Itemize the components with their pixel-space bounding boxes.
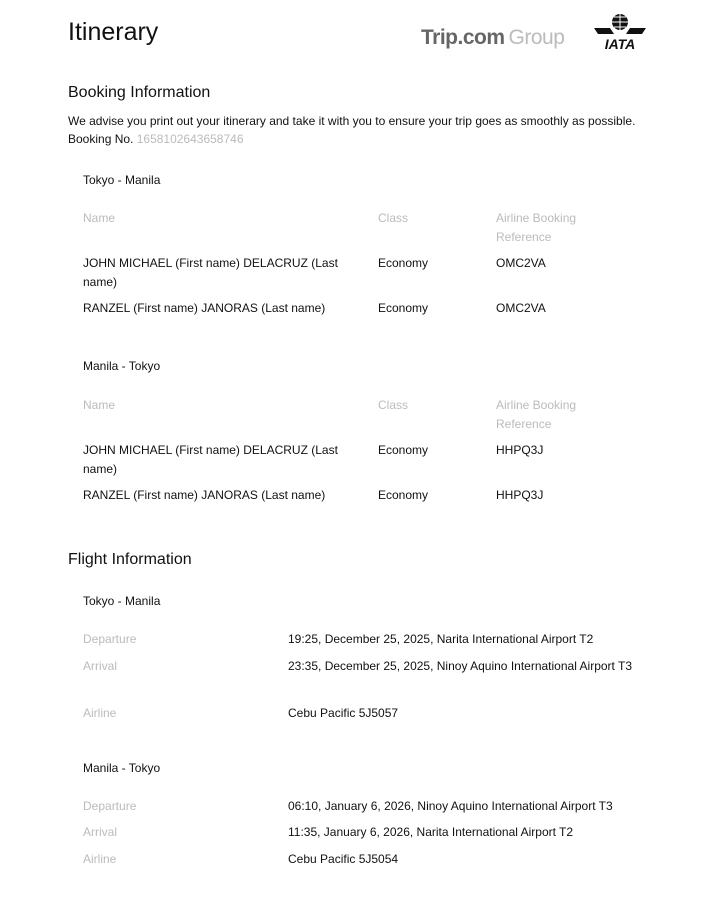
booking-ref: OMC2VA xyxy=(496,301,546,315)
page-title: Itinerary xyxy=(68,18,159,46)
col-name: Name xyxy=(83,398,116,412)
arrival-label: Arrival xyxy=(83,659,118,673)
flight-segment xyxy=(83,592,632,720)
booking-number: 1658102643658746 xyxy=(136,132,244,146)
booking-ref: HHPQ3J xyxy=(496,488,544,502)
booking-segment xyxy=(83,357,623,502)
arrival-row xyxy=(83,823,623,850)
booking-number-line xyxy=(68,130,244,149)
airline-value: Cebu Pacific 5J5057 xyxy=(288,706,399,720)
departure-row xyxy=(83,630,623,657)
passenger-class: Economy xyxy=(378,488,429,502)
departure-value: 19:25, December 25, 2025, Narita International Airport T2 xyxy=(288,632,594,646)
flight-info-heading: Flight Information xyxy=(68,551,192,568)
logo-trip-text: Trip.com xyxy=(421,26,505,49)
passenger-name: RANZEL (First name) JANORAS (Last name) xyxy=(83,301,326,315)
passenger-class: Economy xyxy=(378,443,429,457)
airline-value: Cebu Pacific 5J5054 xyxy=(288,852,399,866)
col-ref: Airline Booking Reference xyxy=(496,211,577,244)
flight-segment xyxy=(83,759,623,866)
table-row xyxy=(83,254,623,299)
table-header xyxy=(83,396,623,434)
passenger-name: RANZEL (First name) JANORAS (Last name) xyxy=(83,488,326,502)
arrival-row xyxy=(83,657,632,704)
col-name: Name xyxy=(83,211,116,225)
col-class: Class xyxy=(378,211,409,225)
col-ref: Airline Booking Reference xyxy=(496,398,577,431)
tripcom-group-logo xyxy=(421,26,564,50)
departure-value: 06:10, January 6, 2026, Ninoy Aquino International Airport T3 xyxy=(288,799,613,813)
departure-label: Departure xyxy=(83,799,137,813)
segment-route: Manila - Tokyo xyxy=(83,761,161,775)
booking-ref: HHPQ3J xyxy=(496,443,544,457)
arrival-label: Arrival xyxy=(83,825,118,839)
booking-ref: OMC2VA xyxy=(496,256,546,270)
booking-info-heading: Booking Information xyxy=(68,84,211,101)
arrival-value: 11:35, January 6, 2026, Narita International Airport T2 xyxy=(288,825,574,839)
segment-route: Tokyo - Manila xyxy=(83,594,161,608)
advice-text: We advise you print out your itinerary and take it with you to ensure your trip goes as smoothly as possible. xyxy=(68,114,636,128)
departure-label: Departure xyxy=(83,632,137,646)
table-row xyxy=(83,441,623,486)
table-header xyxy=(83,209,623,247)
segment-route: Tokyo - Manila xyxy=(83,173,161,187)
passenger-name: JOHN MICHAEL (First name) DELACRUZ (Last name) xyxy=(83,256,338,289)
passenger-class: Economy xyxy=(378,256,429,270)
booking-segment xyxy=(83,171,623,315)
airline-label: Airline xyxy=(83,706,117,720)
passenger-class: Economy xyxy=(378,301,429,315)
logo-group-text: Group xyxy=(508,26,565,49)
booking-number-label: Booking No. xyxy=(68,132,134,146)
arrival-value: 23:35, December 25, 2025, Ninoy Aquino International Airport T3 xyxy=(288,659,632,673)
airline-label: Airline xyxy=(83,852,117,866)
departure-row xyxy=(83,797,623,823)
svg-text:IATA: IATA xyxy=(604,36,636,52)
iata-logo xyxy=(592,12,648,52)
col-class: Class xyxy=(378,398,409,412)
passenger-name: JOHN MICHAEL (First name) DELACRUZ (Last name) xyxy=(83,443,338,476)
segment-route: Manila - Tokyo xyxy=(83,359,161,373)
